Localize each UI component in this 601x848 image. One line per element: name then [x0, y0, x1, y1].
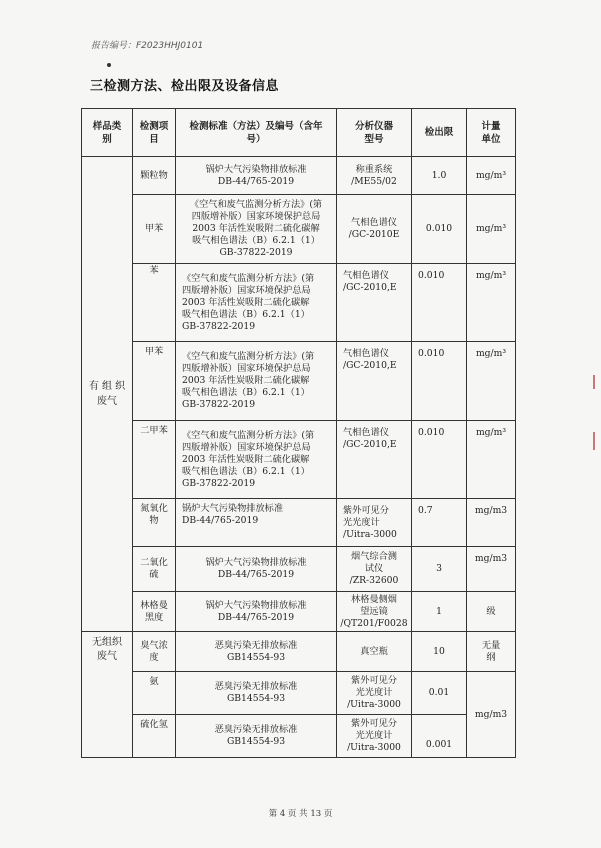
cell-unit: mg/m³	[467, 342, 516, 421]
cell-instrument: 真空瓶	[337, 632, 412, 672]
group-unorganized-waste-gas: 无组织 废气	[82, 632, 133, 758]
table-row	[82, 421, 516, 499]
cell-item: 苯	[133, 264, 176, 342]
cell-instrument: 气相色谱仪 /GC-2010E	[337, 195, 412, 264]
cell-limit: 0.7	[412, 499, 467, 547]
cell-standard: 《空气和废气监测分析方法》(第 四版增补版）国家环境保护总局 2003 年活性炭吸附二硫化碳解 吸气相色谱法（B）6.2.1（1） GB-37822-2019	[176, 264, 337, 342]
cell-limit: 1	[412, 592, 467, 632]
cell-limit: 0.001	[412, 715, 467, 758]
cell-instrument: 紫外可见分 光光度计 /Uitra-3000	[337, 672, 412, 715]
edge-mark	[593, 375, 595, 389]
header-standard: 检测标准（方法）及编号（含年 号）	[176, 109, 337, 157]
header-row	[82, 109, 516, 157]
cell-limit: 0.010	[412, 264, 467, 342]
cell-standard: 恶臭污染无排放标准 GB14554-93	[176, 672, 337, 715]
table-row	[82, 342, 516, 421]
cell-unit: 无量 纲	[467, 632, 516, 672]
cell-instrument: 气相色谱仪 /GC-2010,E	[337, 264, 412, 342]
section-title: 三检测方法、检出限及设备信息	[90, 79, 280, 94]
cell-instrument: 林格曼侧烟 望远镜 /QT201/F0028	[337, 592, 412, 632]
report-number: 报告编号：F2023HHJ0101	[91, 41, 204, 51]
cell-standard: 恶臭污染无排放标准 GB14554-93	[176, 632, 337, 672]
methods-table	[81, 108, 516, 758]
cell-standard: 锅炉大气污染物排放标准 DB-44/765-2019	[176, 157, 337, 195]
cell-limit: 0.010	[412, 421, 467, 499]
cell-instrument: 紫外可见分 光光度计 /Uitra-3000	[337, 715, 412, 758]
cell-limit: 0.010	[412, 195, 467, 264]
cell-unit: mg/m³	[467, 421, 516, 499]
cell-item: 臭气浓 度	[133, 632, 176, 672]
group-organized-waste-gas: 有 组 织 废气	[82, 157, 133, 632]
cell-standard: 锅炉大气污染物排放标准 DB-44/765-2019	[176, 592, 337, 632]
cell-limit: 1.0	[412, 157, 467, 195]
table-row	[82, 499, 516, 547]
cell-item: 氮氧化 物	[133, 499, 176, 547]
cell-standard: 《空气和废气监测分析方法》(第 四版增补版）国家环境保护总局 2003 年活性炭吸附二硫化碳解 吸气相色谱法（B）6.2.1（1） GB-37822-2019	[176, 421, 337, 499]
cell-instrument: 紫外可见分 光光度计 /Uitra-3000	[337, 499, 412, 547]
table-row	[82, 715, 516, 758]
ink-dot	[107, 63, 111, 67]
table-row	[82, 592, 516, 632]
header-sample-category: 样品类 别	[82, 109, 133, 157]
table-row	[82, 157, 516, 195]
cell-unit: mg/m3	[467, 547, 516, 592]
header-detection-limit: 检出限	[412, 109, 467, 157]
cell-instrument: 称重系统 /ME55/02	[337, 157, 412, 195]
table-row	[82, 547, 516, 592]
header-unit: 计量 单位	[467, 109, 516, 157]
table-row	[82, 195, 516, 264]
cell-unit: mg/m³	[467, 157, 516, 195]
cell-item: 甲苯	[133, 342, 176, 421]
edge-mark	[593, 432, 595, 450]
cell-item: 硫化氢	[133, 715, 176, 758]
cell-item: 颗粒物	[133, 157, 176, 195]
cell-limit: 10	[412, 632, 467, 672]
cell-standard: 《空气和废气监测分析方法》(第 四版增补版）国家环境保护总局 2003 年活性炭吸附二硫化碳解 吸气相色谱法（B）6.2.1（1） GB-37822-2019	[176, 342, 337, 421]
cell-item: 氨	[133, 672, 176, 715]
cell-instrument: 气相色谱仪 /GC-2010,E	[337, 421, 412, 499]
cell-standard: 锅炉大气污染物排放标准 DB-44/765-2019	[176, 499, 337, 547]
header-instrument: 分析仪器 型号	[337, 109, 412, 157]
cell-unit: mg/m³	[467, 195, 516, 264]
cell-unit: 级	[467, 592, 516, 632]
table-row	[82, 264, 516, 342]
cell-item: 二甲苯	[133, 421, 176, 499]
cell-standard: 锅炉大气污染物排放标准 DB-44/765-2019	[176, 547, 337, 592]
cell-unit-shared: mg/m3	[467, 672, 516, 758]
cell-instrument: 气相色谱仪 /GC-2010,E	[337, 342, 412, 421]
cell-item: 林格曼 黑度	[133, 592, 176, 632]
cell-limit: 0.01	[412, 672, 467, 715]
table-row	[82, 632, 516, 672]
table-row	[82, 672, 516, 715]
cell-limit: 0.010	[412, 342, 467, 421]
cell-instrument: 烟气综合测 试仪 /ZR-32600	[337, 547, 412, 592]
cell-standard: 恶臭污染无排放标准 GB14554-93	[176, 715, 337, 758]
cell-item: 二氧化 硫	[133, 547, 176, 592]
cell-standard: 《空气和废气监测分析方法》(第 四版增补版）国家环境保护总局 2003 年活性炭吸附二硫化碳解 吸气相色谱法（B）6.2.1（1） GB-37822-2019	[176, 195, 337, 264]
header-test-item: 检测项 目	[133, 109, 176, 157]
cell-unit: mg/m³	[467, 264, 516, 342]
cell-unit: mg/m3	[467, 499, 516, 547]
cell-limit: 3	[412, 547, 467, 592]
page-footer: 第 4 页 共 13 页	[268, 809, 333, 819]
cell-item: 甲苯	[133, 195, 176, 264]
